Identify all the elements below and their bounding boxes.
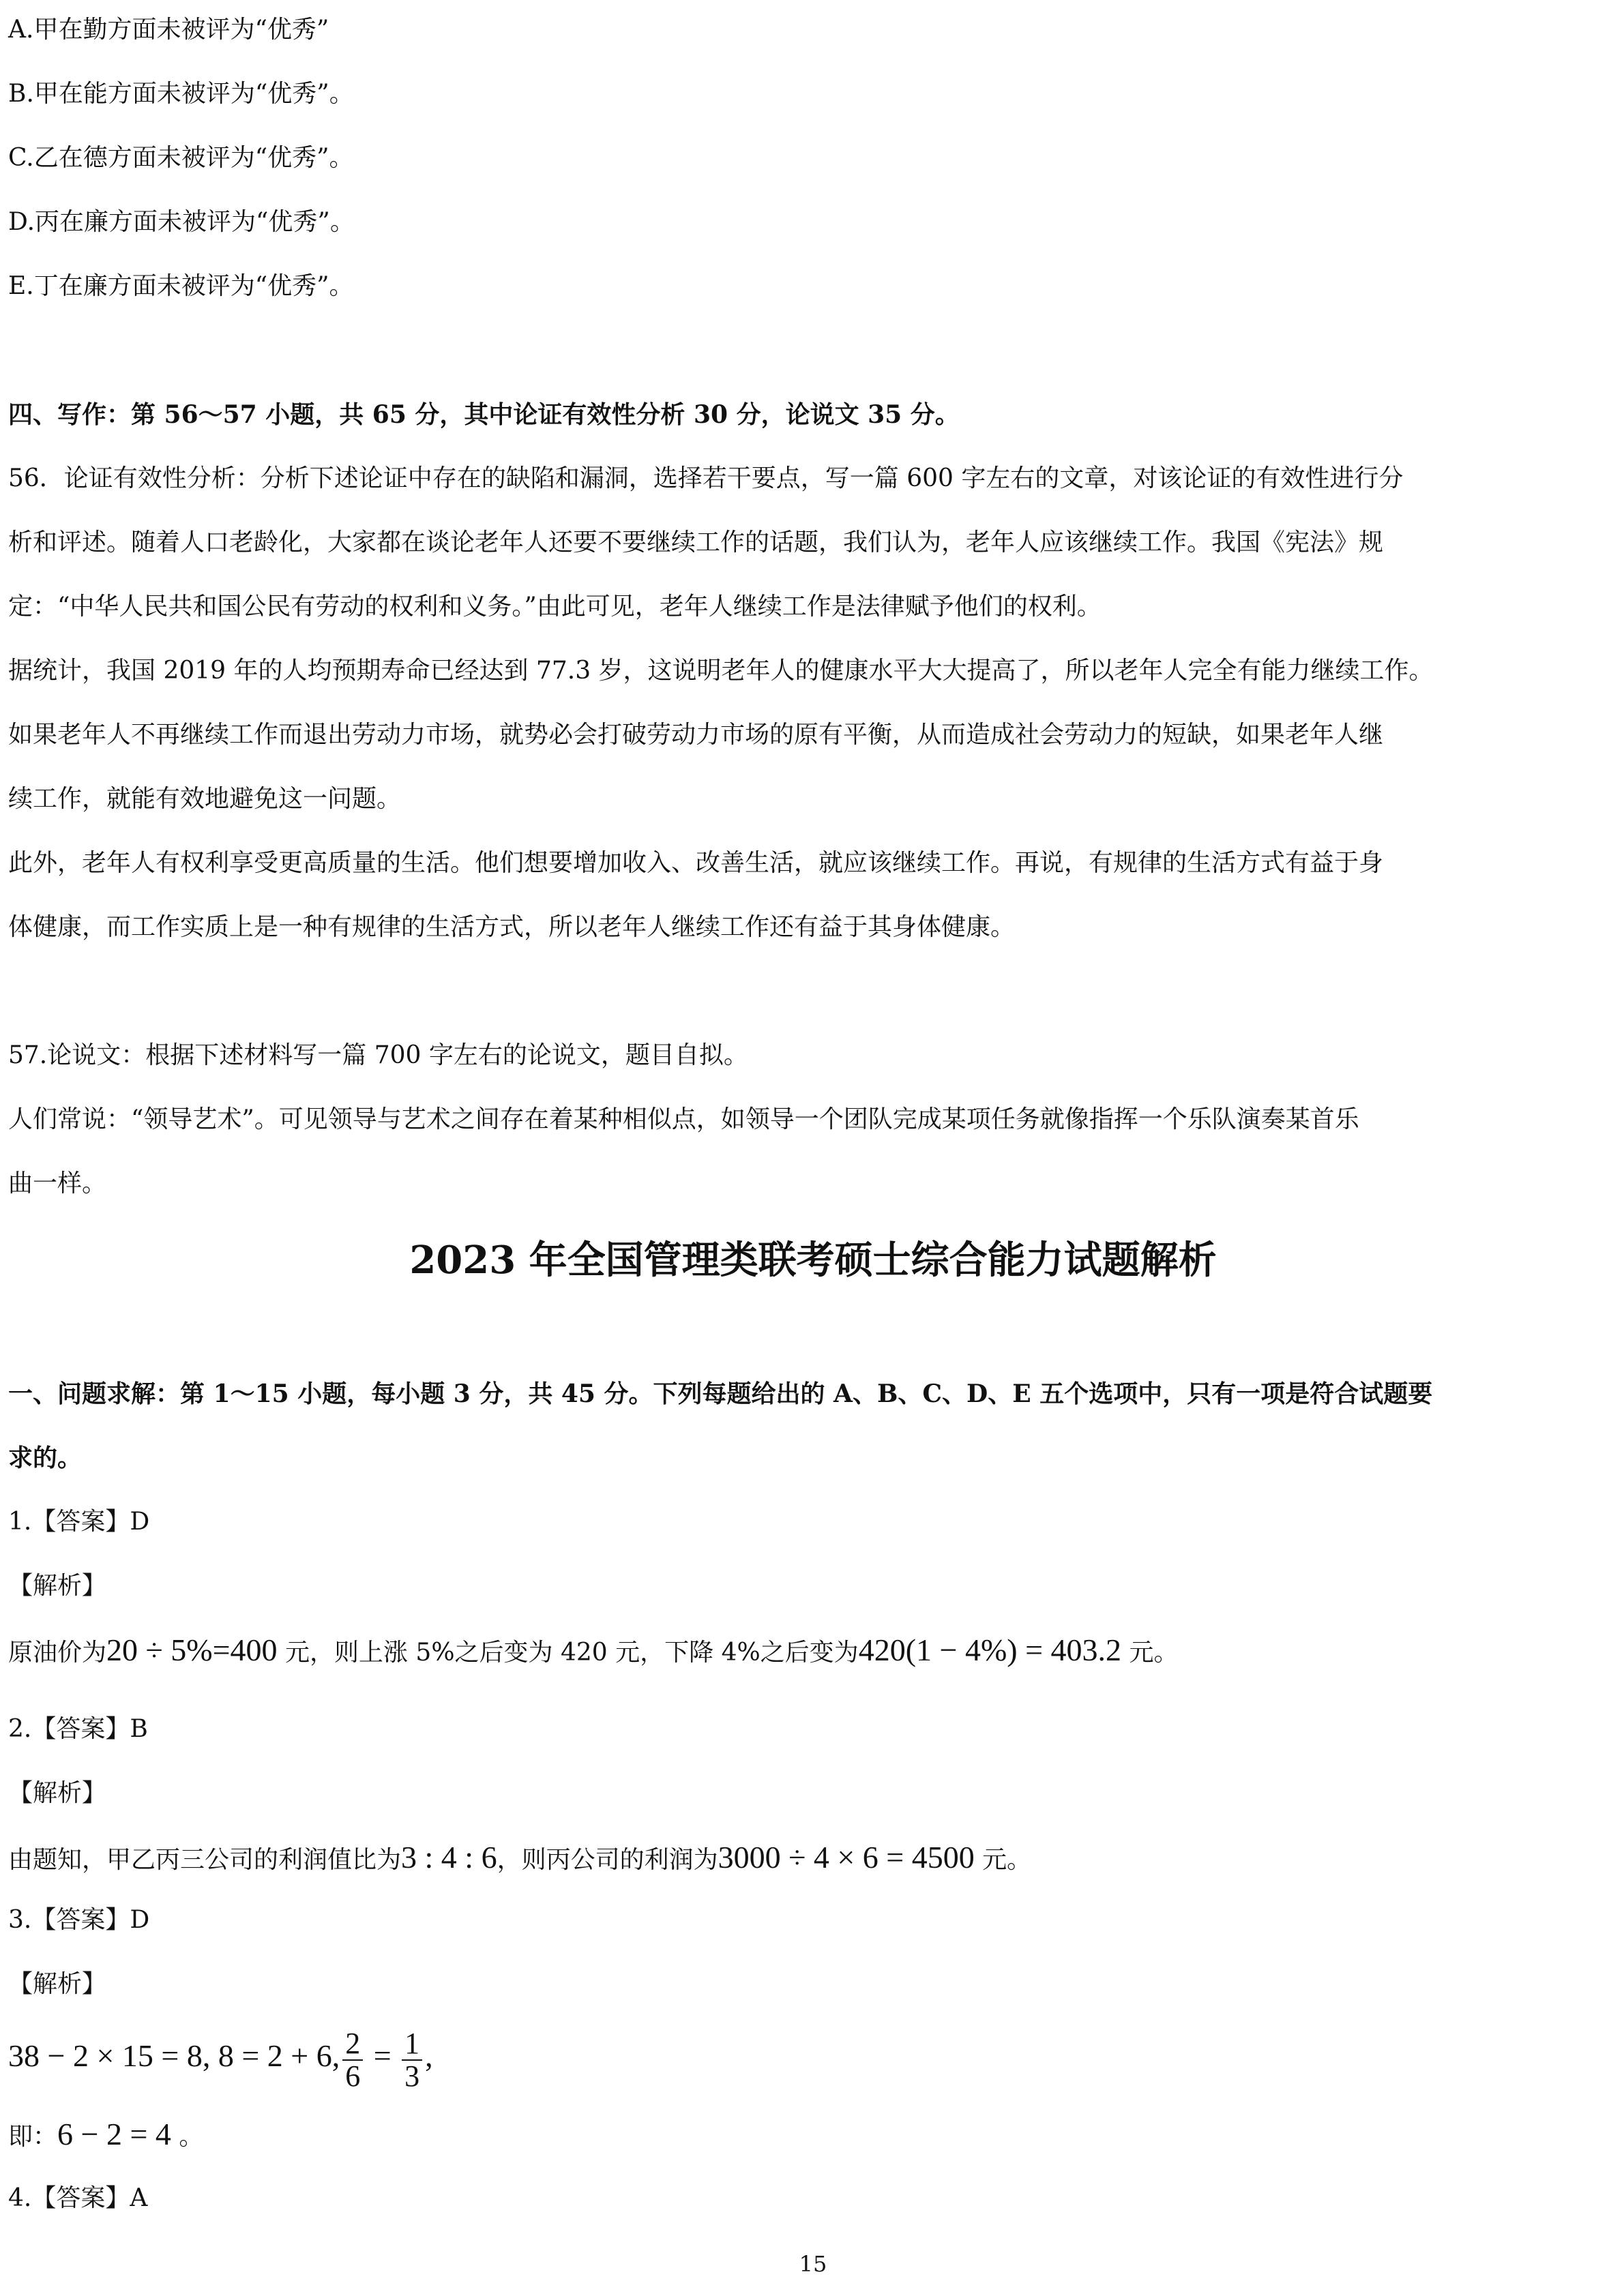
fraction: $\frac{2}{6}$	[342, 2028, 363, 2092]
answer-2: 2.【答案】B	[8, 1715, 148, 1743]
writing-heading: 四、写作：第 56～57 小题，共 65 分，其中论证有效性分析 30 分，论说文 35 分。	[8, 400, 960, 429]
math-expression: 38 − 2 × 15 = 8, 8 = 2 + 6,	[8, 2038, 340, 2073]
option-a: A.甲在勤方面未被评为“优秀”	[8, 16, 329, 44]
option-b: B.甲在能方面未被评为“优秀”。	[8, 80, 354, 108]
answer-1: 1.【答案】D	[8, 1508, 150, 1536]
math-expression: 20 ÷ 5%=400	[106, 1632, 278, 1667]
q57-line: 57.论说文：根据下述材料写一篇 700 字左右的论说文，题目自拟。	[8, 1041, 748, 1069]
analysis-text: 原油价为	[8, 1639, 107, 1667]
analysis-text: 即：	[8, 2123, 58, 2151]
analysis-2	[8, 1840, 1031, 1878]
q56-line: 析和评述。随着人口老龄化，大家都在谈论老年人还要不要继续工作的话题，我们认为，老年人应该继续工作。我国《宪法》规	[8, 528, 1384, 556]
comma: ,	[425, 2038, 433, 2073]
answer-3: 3.【答案】D	[8, 1906, 150, 1934]
q56-line: 定：“中华人民共和国公民有劳动的权利和义务。”由此可见，老年人继续工作是法律赋予他们的权利。	[8, 593, 1102, 621]
analysis-text: 元，则上涨 5%之后变为 420 元，下降 4%之后变为	[277, 1639, 859, 1667]
math-expression: 420(1 − 4%) = 403.2	[858, 1632, 1122, 1667]
analysis-3-result	[8, 2117, 203, 2155]
analysis-text: 由题知，甲乙丙三公司的利润值比为	[8, 1846, 402, 1874]
analysis-label-1: 【解析】	[8, 1572, 107, 1600]
option-e: E.丁在廉方面未被评为“优秀”。	[8, 272, 354, 300]
math-expression: 3000 ÷ 4 × 6 = 4500	[718, 1840, 975, 1875]
q56-line: 如果老年人不再继续工作而退出劳动力市场，就势必会打破劳动力市场的原有平衡，从而造成社会劳动力的短缺，如果老年人继	[8, 721, 1384, 749]
analysis-text: ，则丙公司的利润为	[497, 1846, 718, 1874]
option-d: D.丙在廉方面未被评为“优秀”。	[8, 208, 355, 236]
page-number: 15	[799, 2251, 827, 2277]
analysis-text: 元。	[1121, 1639, 1179, 1667]
document-page	[8, 0, 1618, 2296]
analysis-text: 元。	[974, 1846, 1032, 1874]
section1-heading: 一、问题求解：第 1～15 小题，每小题 3 分，共 45 分。下列每题给出的 A、B、C、D、E 五个选项中，只有一项是符合试题要	[8, 1380, 1433, 1408]
analysis-text: 。	[171, 2123, 204, 2151]
analysis-label-3: 【解析】	[8, 1970, 107, 1998]
q56-line: 56．论证有效性分析：分析下述论证中存在的缺陷和漏洞，选择若干要点，写一篇 600 字左右的文章，对该论证的有效性进行分	[8, 464, 1404, 492]
q56-line: 体健康，而工作实质上是一种有规律的生活方式，所以老年人继续工作还有益于其身体健康。	[8, 913, 1016, 941]
math-expression: 3 : 4 : 6	[401, 1840, 497, 1875]
q57-line: 人们常说：“领导艺术”。可见领导与艺术之间存在着某种相似点，如领导一个团队完成某项任务就像指挥一个乐队演奏某首乐	[8, 1105, 1359, 1133]
q57-line: 曲一样。	[8, 1169, 107, 1197]
equals-sign: =	[366, 2038, 400, 2073]
q56-line: 据统计，我国 2019 年的人均预期寿命已经达到 77.3 岁，这说明老年人的健康水平大大提高了，所以老年人完全有能力继续工作。	[8, 657, 1434, 685]
analysis-label-2: 【解析】	[8, 1779, 107, 1807]
option-c: C.乙在德方面未被评为“优秀”。	[8, 144, 354, 172]
fraction: $\frac{1}{3}$	[402, 2028, 422, 2092]
analysis-1	[8, 1632, 1178, 1671]
analysis-3	[8, 2018, 433, 2096]
q56-line: 此外，老年人有权利享受更高质量的生活。他们想要增加收入、改善生活，就应该继续工作。再说，有规律的生活方式有益于身	[8, 849, 1384, 877]
q56-line: 续工作，就能有效地避免这一问题。	[8, 785, 402, 813]
page-title: 2023 年全国管理类联考硕士综合能力试题解析	[409, 1238, 1217, 1283]
section1-heading-cont: 求的。	[8, 1444, 83, 1472]
math-expression: 6 − 2 = 4	[57, 2117, 171, 2151]
answer-4: 4.【答案】A	[8, 2184, 148, 2212]
